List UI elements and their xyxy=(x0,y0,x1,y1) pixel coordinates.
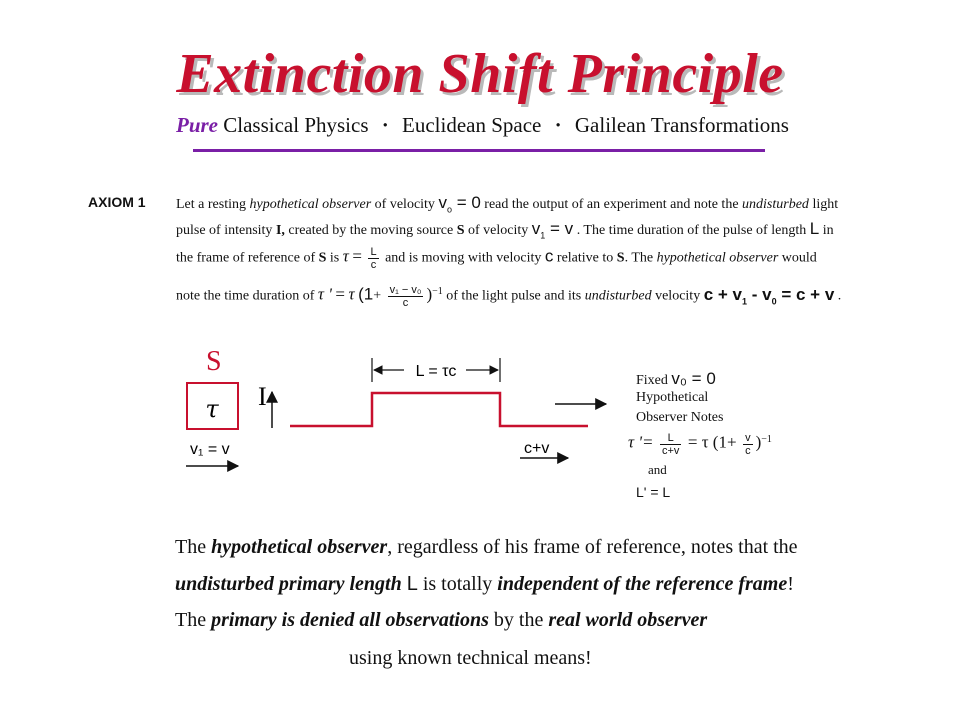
term-independent: independent of the reference frame xyxy=(497,573,788,595)
text: of velocity xyxy=(468,223,529,238)
sub: 0 xyxy=(771,296,777,307)
text: The xyxy=(175,609,207,631)
sub: 1 xyxy=(742,296,748,307)
eq: = v xyxy=(550,219,574,238)
source-velocity-label: v₁ = v xyxy=(190,441,230,458)
box-tau: τ xyxy=(205,395,219,423)
subtitle-classical-physics: Classical Physics xyxy=(223,113,369,137)
var-c: c xyxy=(544,246,554,266)
term-hypothetical-observer: hypothetical observer xyxy=(249,197,372,212)
numerator: v xyxy=(745,432,751,444)
text: light xyxy=(812,197,839,212)
paren-open: (1 xyxy=(358,284,374,304)
denominator: c+v xyxy=(661,445,680,457)
text: pulse of intensity xyxy=(176,223,273,238)
text: . The time duration of the pulse of length xyxy=(576,223,807,238)
subtitle-euclidean-space: Euclidean Space xyxy=(402,113,542,137)
numerator: v₁ − v₀ xyxy=(389,284,422,296)
text: The xyxy=(175,536,207,558)
text: note the time duration of xyxy=(176,288,315,304)
numerator: L xyxy=(660,432,681,445)
pulse-velocity-label: c+v xyxy=(524,440,550,457)
paren-close: ) xyxy=(755,432,762,452)
denominator: c xyxy=(370,259,377,271)
text: would xyxy=(781,250,817,266)
denominator: c xyxy=(402,297,409,309)
mid: = τ (1+ xyxy=(687,432,737,452)
exponent: −1 xyxy=(761,434,772,446)
axiom-label: AXIOM 1 xyxy=(88,194,146,210)
term-source: S xyxy=(616,250,625,266)
term-undisturbed-primary-length: undisturbed primary length xyxy=(175,573,402,595)
text: created by the moving source xyxy=(288,223,454,238)
text: , regardless of his frame of reference, notes that the xyxy=(387,536,798,558)
observer-note-line-3: Observer Notes xyxy=(636,410,724,425)
text: relative to xyxy=(556,250,614,266)
paragraph-line-1 xyxy=(175,536,798,559)
var-L: L xyxy=(809,219,820,238)
text: velocity xyxy=(655,288,701,304)
term-source: S xyxy=(456,223,465,238)
sub: 1 xyxy=(540,230,546,241)
expr: c + v xyxy=(703,284,742,304)
term-hypothetical-observer: hypothetical observer xyxy=(211,536,388,558)
source-label: S xyxy=(206,346,222,377)
slide-title: Extinction Shift Principle xyxy=(176,43,784,105)
var-v: v xyxy=(438,193,447,212)
term-hypothetical-observer: hypothetical observer xyxy=(656,250,779,266)
text: Let a resting xyxy=(176,197,246,212)
expr: = c + v xyxy=(781,284,835,304)
var-tau: τ xyxy=(348,284,355,304)
text: is xyxy=(329,250,340,266)
text: Fixed xyxy=(636,373,668,388)
numerator: L xyxy=(370,246,377,258)
subtitle-pure: Pure xyxy=(176,113,218,137)
sub: o xyxy=(446,204,452,215)
text: by the xyxy=(493,609,544,631)
subtitle-dot: · xyxy=(554,113,562,137)
var-v: v xyxy=(531,219,541,238)
denominator: c xyxy=(745,445,751,457)
subtitle-galilean-transformations: Galilean Transformations xyxy=(574,113,789,137)
observer-formula xyxy=(628,432,772,457)
term-primary-denied: primary is denied all observations xyxy=(211,609,489,631)
text: in xyxy=(822,223,834,238)
text: ! xyxy=(787,573,794,595)
term-real-world-observer: real world observer xyxy=(548,609,708,631)
text: of the light pulse and its xyxy=(446,288,582,304)
text: and is moving with velocity xyxy=(385,250,542,266)
observer-note-line-1 xyxy=(636,369,716,389)
paragraph-line-3 xyxy=(175,609,707,632)
lhs: τ '= xyxy=(628,432,654,452)
var-tau-prime: τ ' xyxy=(317,284,332,304)
observer-note-length: L' = L xyxy=(636,484,671,500)
eq: = 0 xyxy=(456,193,481,212)
text: of velocity xyxy=(374,197,435,212)
intensity-label: I xyxy=(258,382,267,411)
exponent: −1 xyxy=(432,286,443,298)
text: . The xyxy=(624,250,654,266)
observer-note-line-2: Hypothetical xyxy=(636,390,709,405)
subtitle-dot: · xyxy=(381,113,389,137)
term-intensity: I, xyxy=(275,223,285,238)
light-pulse xyxy=(290,393,588,426)
paragraph-line-2 xyxy=(175,573,794,596)
fraction-L-over-c-plus-v xyxy=(660,432,681,457)
eq: = xyxy=(335,284,345,304)
fraction-v-over-c xyxy=(743,432,753,457)
term-source: S xyxy=(318,250,327,266)
var-tau: τ xyxy=(342,246,349,266)
length-label: L = τc xyxy=(415,363,457,380)
eq: = xyxy=(352,246,362,266)
text: the frame of reference of xyxy=(176,250,316,266)
expr: - v xyxy=(751,284,772,304)
term-undisturbed: undisturbed xyxy=(584,288,652,304)
text: read the output of an experiment and note the xyxy=(484,197,739,212)
paragraph-line-4: using known technical means! xyxy=(349,647,592,669)
observer-note-and: and xyxy=(648,462,667,477)
math-v0: v₀ = 0 xyxy=(671,369,716,388)
var-L: L xyxy=(406,573,418,595)
period: . xyxy=(837,288,842,304)
plus: + xyxy=(373,288,382,304)
term-undisturbed: undisturbed xyxy=(742,197,809,212)
paren-close: ) xyxy=(426,284,433,304)
text: is totally xyxy=(422,573,493,595)
